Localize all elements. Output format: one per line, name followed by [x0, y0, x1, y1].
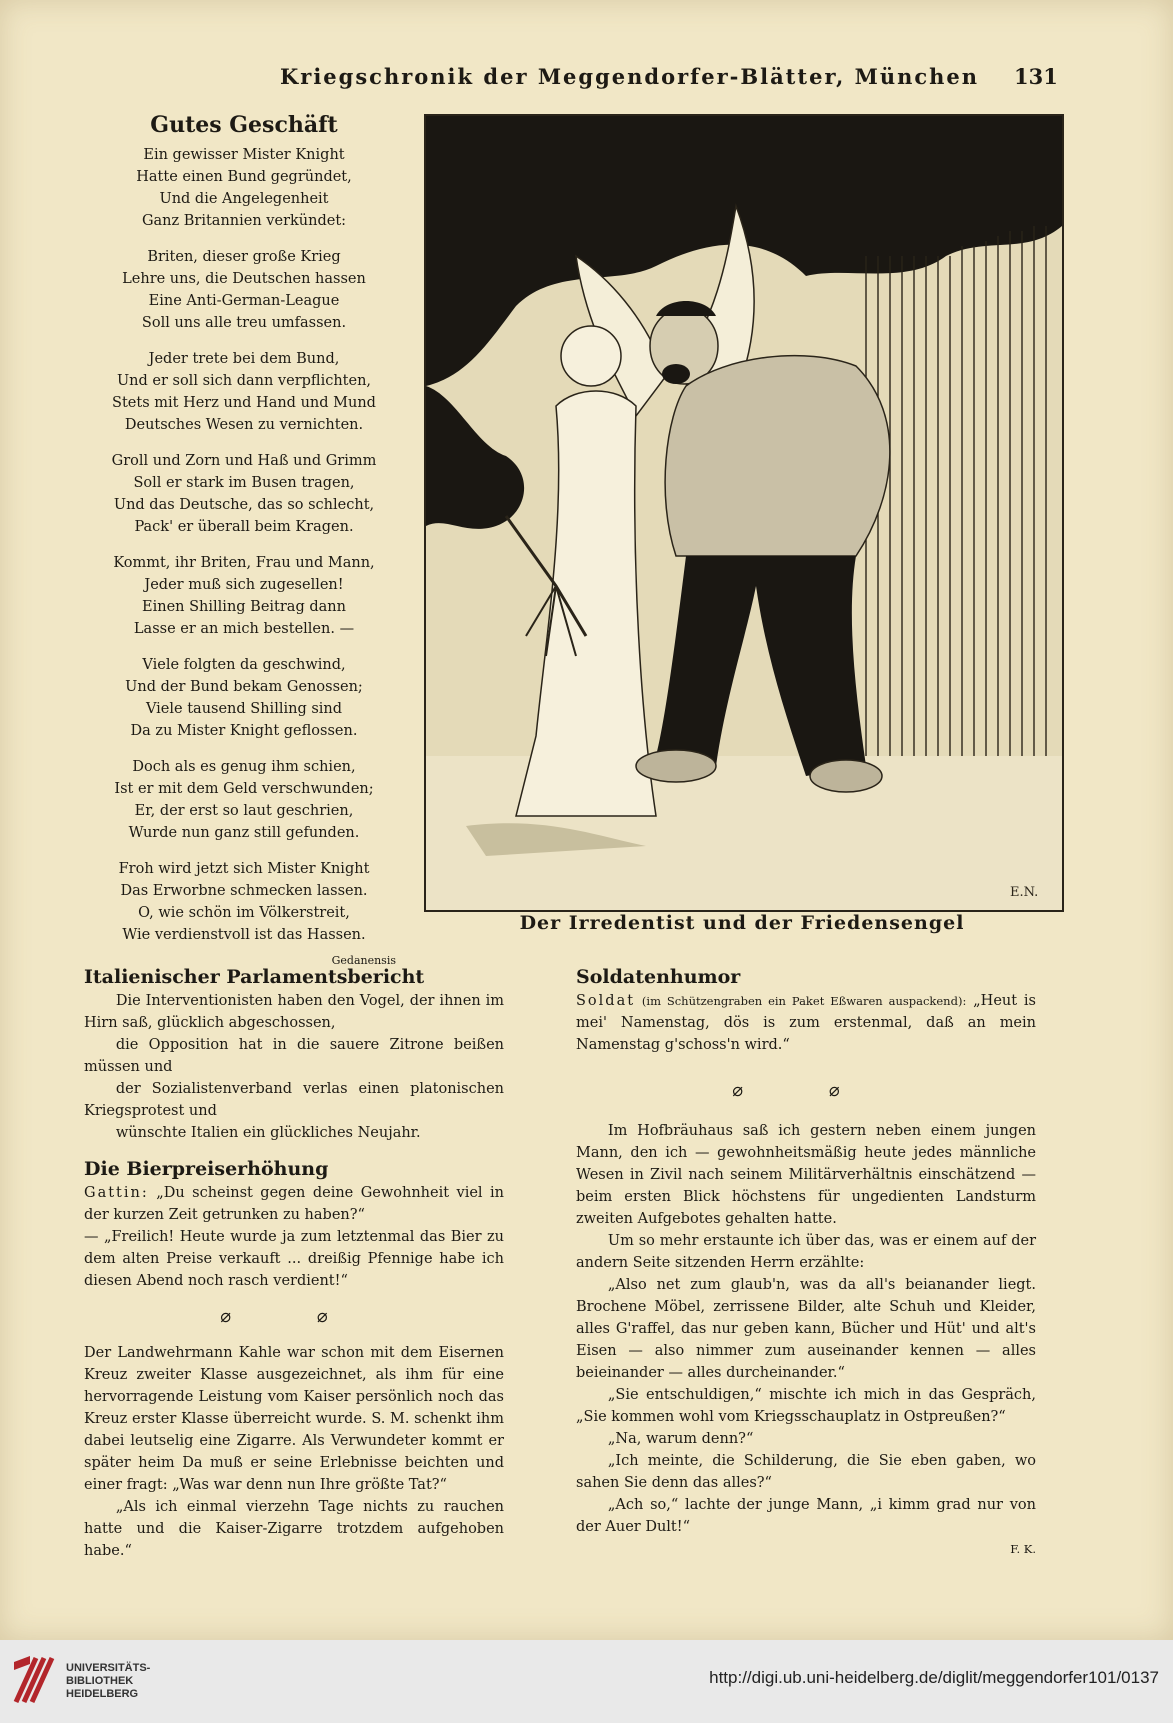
paragraph — [576, 990, 1036, 1056]
verse-line: Doch als es genug ihm schien, — [132, 759, 356, 775]
stanza — [84, 858, 404, 946]
section-title: Soldatenhumor — [576, 966, 741, 988]
paragraph: Um so mehr erstaunte ich über das, was er einem auf der andern Seite sitzenden Herrn erzählte: — [576, 1233, 1036, 1271]
stanza — [84, 246, 404, 334]
speaker: Gattin: — [84, 1185, 149, 1201]
paragraph: Der Landwehrmann Kahle war schon mit dem Eisernen Kreuz zweiter Klasse ausgezeichnet, als ihm für eine hervorragende Leistung vom Kaiser persönlich noch das Kreuz erster Klasse überreicht wurde. S. M. schenkt ihm dabei leutselig eine Zigarre. Als Verwundeter kommt er später heim Da muß er seine Erlebnisse beichten und einer fragt: „Was war denn nun Ihre größte Tat?“ — [84, 1345, 504, 1493]
verse-line: Er, der erst so laut geschrien, — [134, 803, 354, 819]
ornament: ⌀ ⌀ — [732, 1080, 880, 1101]
paragraph: „Ach so,“ lachte der junge Mann, „i kimm grad nur von der Auer Dult!“ — [576, 1497, 1036, 1535]
verse-line: Ein gewisser Mister Knight — [143, 147, 345, 163]
source-url[interactable]: http://digi.ub.uni-heidelberg.de/diglit/meggendorfer101/0137 — [709, 1668, 1159, 1687]
verse-line: Jeder muß sich zugesellen! — [144, 577, 344, 593]
poem — [84, 112, 404, 967]
verse-line: Ist er mit dem Geld verschwunden; — [114, 781, 374, 797]
stanza — [84, 450, 404, 538]
verse-line: Kommt, ihr Briten, Frau und Mann, — [113, 555, 375, 571]
paragraph: „Als ich einmal vierzehn Tage nichts zu rauchen hatte und die Kaiser-Zigarre trotzdem aufgehoben habe.“ — [84, 1499, 504, 1559]
running-header: Kriegschronik der Meggendorfer-Blätter, München — [280, 64, 980, 89]
verse-line: Da zu Mister Knight geflossen. — [130, 723, 358, 739]
paragraph: „Sie entschuldigen,“ mischte ich mich in das Gespräch, „Sie kommen wohl vom Kriegsschauplatz in Ostpreußen?“ — [576, 1387, 1036, 1425]
stanza — [84, 654, 404, 742]
paragraph: „Na, warum denn?“ — [607, 1431, 754, 1447]
verse-line: Viele tausend Shilling sind — [145, 701, 343, 717]
speaker: Soldat — [576, 993, 636, 1009]
library-name-line: UNIVERSITÄTS- — [66, 1662, 151, 1674]
verse-line: Groll und Zorn und Haß und Grimm — [111, 453, 377, 469]
poem-title: Gutes Geschäft — [150, 112, 338, 138]
verse-line: Stets mit Herz und Hand und Mund — [112, 395, 376, 411]
verse-line: O, wie schön im Völkerstreit, — [138, 905, 350, 921]
stanza — [84, 756, 404, 844]
verse-line: Das Erworbne schmecken lassen. — [120, 883, 368, 899]
section-title: Die Bierpreiserhöhung — [84, 1158, 329, 1180]
paragraph: Im Hofbräuhaus saß ich gestern neben einem jungen Mann, den ich — gewohnheitsmäßig heute jedes männliche Wesen in Zivil nach seinem Militärverhältnis einschätzend — beim ersten Blick höchstens für ungedienten Landsturm zweiten Aufgebotes gehalten hatte. — [576, 1123, 1036, 1227]
illustration — [424, 114, 1064, 912]
paragraph: „Also net zum glaub'n, was da all's beianander liegt. Brochene Möbel, zerrissene Bilder, alte Schuh und Kleider, alles G'raffel, das nur geben kann, Bücher und Hüt' und alt's Eisen — also nimmer zum auseinander kennen — alles beieinander — alles durcheinander.“ — [576, 1277, 1036, 1381]
text-line: der Sozialistenverband verlas einen platonischen Kriegsprotest und — [84, 1081, 504, 1119]
verse-line: Soll uns alle treu umfassen. — [141, 315, 347, 331]
verse-line: Pack' er überall beim Kragen. — [134, 519, 354, 535]
right-column — [576, 966, 1036, 1560]
verse-line: Ganz Britannien verkündet: — [141, 213, 347, 229]
library-name-line: HEIDELBERG — [66, 1688, 139, 1700]
illustration-drawing — [426, 116, 1062, 910]
artist-monogram: E.N. — [1010, 885, 1039, 900]
stage-direction: (im Schützengraben ein Paket Eßwaren auspackend): — [641, 994, 967, 1008]
verse-line: Und die Angelegenheit — [159, 191, 329, 207]
verse-line: Wie verdienstvoll ist das Hassen. — [122, 927, 366, 943]
verse-line: Einen Shilling Beitrag dann — [142, 599, 346, 615]
ornament: ⌀ ⌀ — [220, 1306, 368, 1327]
verse-line: Und das Deutsche, das so schlecht, — [113, 497, 375, 513]
library-logo-icon[interactable] — [10, 1652, 56, 1708]
verse-line: Deutsches Wesen zu vernichten. — [124, 417, 364, 433]
verse-line: Hatte einen Bund gegründet, — [136, 169, 352, 185]
dialogue: „Heut is mei' Namenstag, dös is zum erstenmal, daß an mein Namenstag g'schoss'n wird.“ — [576, 993, 1036, 1053]
verse-line: Lehre uns, die Deutschen hassen — [122, 271, 366, 287]
verse-line: Lasse er an mich bestellen. — — [133, 621, 355, 637]
text-line: wünschte Italien ein glückliches Neujahr. — [115, 1125, 421, 1141]
signature: F. K. — [1010, 1542, 1036, 1556]
footer-bar — [0, 1640, 1173, 1723]
library-name[interactable] — [66, 1662, 150, 1701]
verse-line: Jeder trete bei dem Bund, — [148, 351, 340, 367]
verse-line: Eine Anti-German-League — [148, 293, 340, 309]
page-number: 131 — [1014, 64, 1058, 89]
poem-signature: Gedanensis — [331, 954, 396, 967]
paragraph: „Ich meinte, die Schilderung, die Sie eben gaben, wo sahen Sie denn das alles?“ — [576, 1453, 1036, 1491]
left-column — [84, 966, 504, 1562]
verse-line: Soll er stark im Busen tragen, — [133, 475, 355, 491]
stanza — [84, 552, 404, 640]
library-name-line: BIBLIOTHEK — [66, 1675, 134, 1687]
verse-line: Viele folgten da geschwind, — [142, 657, 346, 673]
dialogue: „Du scheinst gegen deine Gewohnheit viel in der kurzen Zeit getrunken zu haben?“ — [84, 1185, 504, 1223]
verse-line: Briten, dieser große Krieg — [147, 249, 341, 265]
text-line: Die Interventionisten haben den Vogel, der ihnen im Hirn saß, glücklich abgeschossen, — [84, 993, 504, 1031]
stanza — [84, 144, 404, 232]
verse-line: Wurde nun ganz still gefunden. — [128, 825, 360, 841]
illustration-caption: Der Irredentist und der Friedensengel — [519, 912, 965, 934]
stanza — [84, 348, 404, 436]
paragraph: — „Freilich! Heute wurde ja zum letztenmal das Bier zu dem alten Preise verkauft ... dreißig Pfennige habe ich diesen Abend noch rasch verdient!“ — [84, 1229, 504, 1289]
verse-line: Froh wird jetzt sich Mister Knight — [118, 861, 370, 877]
text-line: die Opposition hat in die sauere Zitrone beißen müssen und — [84, 1037, 504, 1075]
verse-line: Und der Bund bekam Genossen; — [125, 679, 363, 695]
verse-line: Und er soll sich dann verpflichten, — [116, 373, 372, 389]
paragraph — [84, 1182, 504, 1226]
section-title: Italienischer Parlamentsbericht — [84, 966, 425, 988]
